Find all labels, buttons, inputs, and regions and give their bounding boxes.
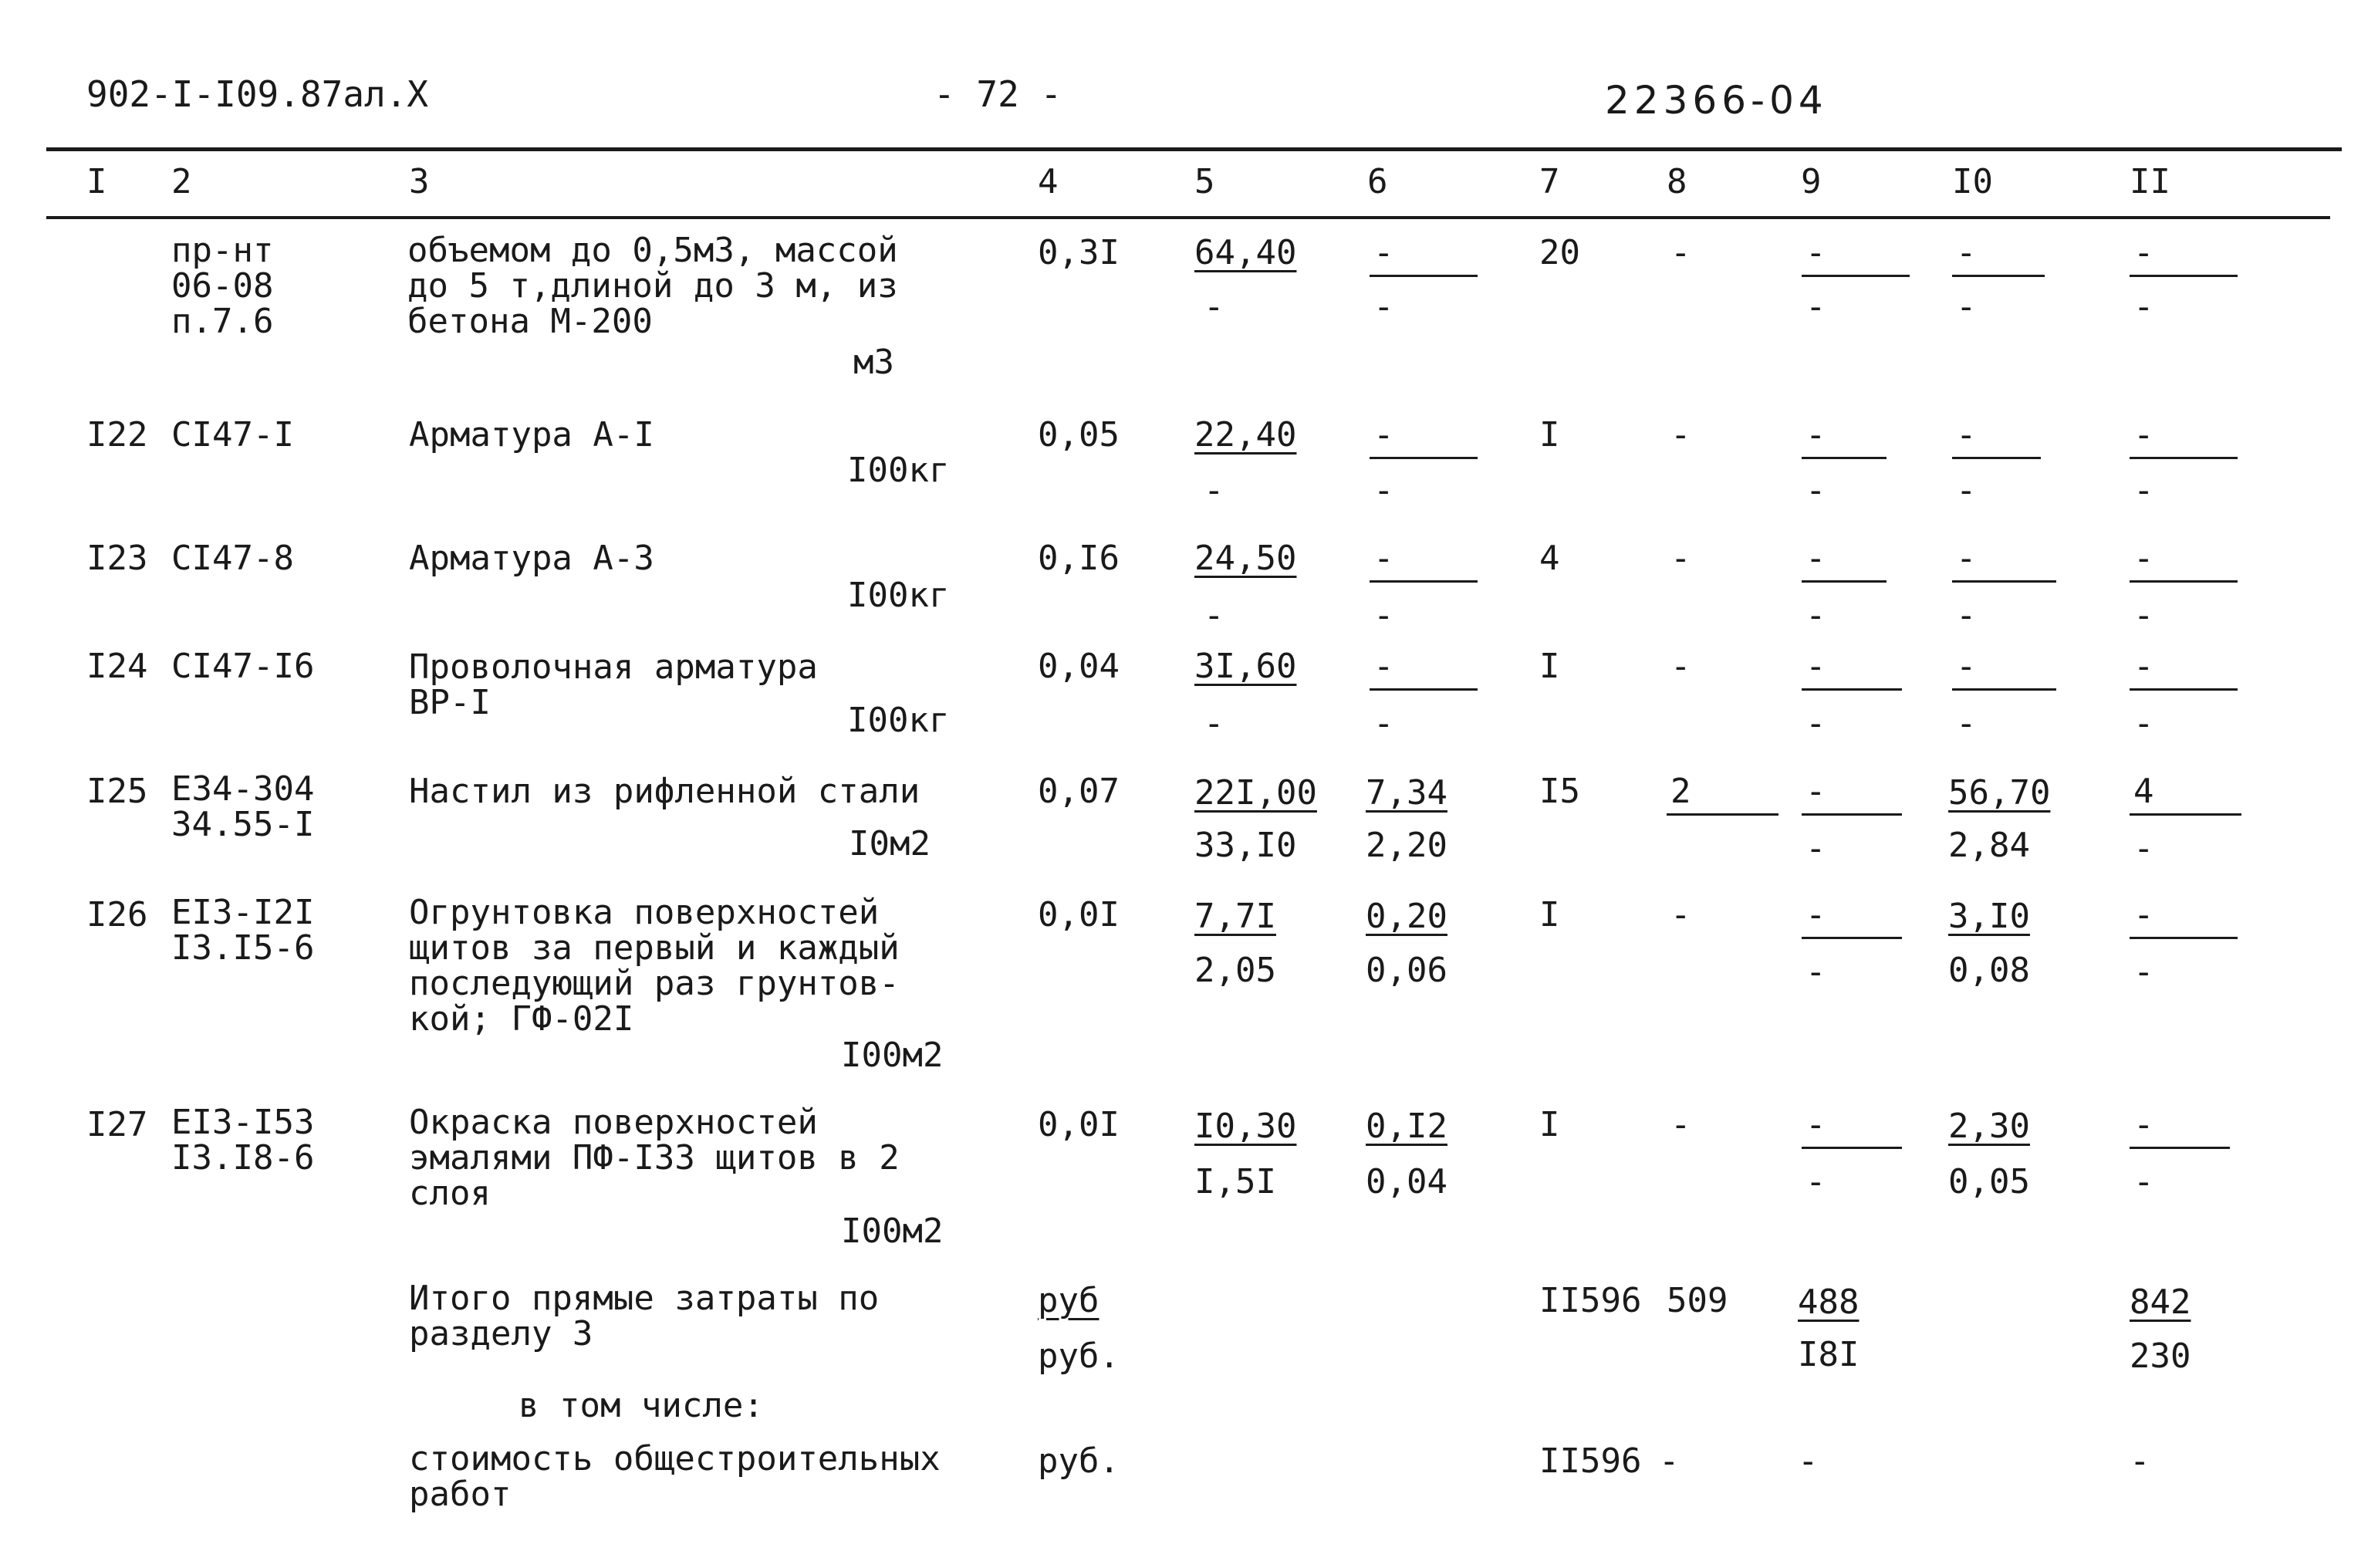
row-col5-top: 7,7I <box>1194 897 1276 936</box>
row-col9-bottom: - <box>1805 952 1826 992</box>
row-quantity: 0,05 <box>1038 415 1120 455</box>
row-col5-bottom: - <box>1204 471 1224 510</box>
row-col5-top: 64,40 <box>1194 233 1297 272</box>
row-unit: I00кг <box>847 576 950 615</box>
row-col11-top: - <box>2133 1105 2154 1144</box>
row-col8: - <box>1670 539 1691 578</box>
row-col10-bottom: 0,05 <box>1948 1162 2030 1201</box>
row-col9-bottom: - <box>1805 704 1826 743</box>
subtotal-col11: - <box>2130 1441 2150 1481</box>
row-col6-top: - <box>1373 233 1394 272</box>
row-col9-underline <box>1802 813 1902 816</box>
row-col10-top: - <box>1956 415 1977 455</box>
row-col11-bottom: - <box>2133 1162 2154 1201</box>
row-col9-bottom: - <box>1805 596 1826 635</box>
row-quantity: 0,04 <box>1038 647 1120 686</box>
row-col9-bottom: - <box>1805 829 1826 868</box>
row-col9-top: - <box>1805 415 1826 455</box>
row-quantity: 0,0I <box>1038 895 1120 934</box>
row-col10-top: - <box>1956 539 1977 578</box>
row-quantity: 0,I6 <box>1038 539 1120 578</box>
row-col8: 2 <box>1670 772 1691 811</box>
row-col10-bottom: - <box>1956 596 1977 635</box>
totals-col9-bottom: I8I <box>1798 1335 1860 1374</box>
row-col11-bottom: - <box>2133 829 2154 868</box>
row-description: Окраска поверхностей эмалями ПФ-I33 щитов в 2 слоя <box>409 1103 900 1213</box>
row-col11-top: - <box>2133 647 2154 686</box>
totals-unit-top: руб <box>1038 1281 1099 1320</box>
row-col9-underline <box>1802 580 1887 583</box>
row-col5-bottom: I,5I <box>1194 1162 1276 1201</box>
row-number: I25 <box>86 772 148 811</box>
row-col10-bottom: 0,08 <box>1948 951 2030 990</box>
including-label: в том числе: <box>518 1386 764 1425</box>
row-unit: I00м2 <box>841 1211 944 1251</box>
row-description: Арматура А-3 <box>409 539 654 578</box>
row-col9-top: - <box>1805 1105 1826 1144</box>
row-number: I23 <box>86 539 148 578</box>
row-col5-top: 22,40 <box>1194 415 1297 455</box>
subtotal-col7: II596 <box>1539 1441 1642 1481</box>
header-bottom-rule <box>46 216 2330 219</box>
row-col11-underline <box>2130 580 2238 583</box>
row-col11-top: - <box>2133 233 2154 272</box>
row-code: CI47-I6 <box>171 647 315 686</box>
row-col10-underline <box>1952 457 2041 459</box>
col-header-1: I <box>86 162 107 201</box>
row-col7: I <box>1539 415 1560 455</box>
row-col11-underline <box>2130 937 2238 939</box>
col-header-9: 9 <box>1801 162 1822 201</box>
row-quantity: 0,07 <box>1038 772 1120 811</box>
row-col5-bottom: - <box>1204 287 1224 326</box>
row-col6-underline <box>1370 688 1478 691</box>
row-col6-underline <box>1370 457 1478 459</box>
page-number: - 72 - <box>934 73 1062 115</box>
row-col8: - <box>1670 1105 1691 1144</box>
row-col6-underline <box>1370 580 1478 583</box>
row-unit: I0м2 <box>849 824 931 863</box>
subtotal-unit: руб. <box>1038 1441 1120 1481</box>
row-description: Настил из рифленной стали <box>409 772 920 811</box>
row-col8: - <box>1670 647 1691 686</box>
row-col6-bottom: 0,04 <box>1366 1162 1447 1201</box>
row-col7: I5 <box>1539 772 1580 811</box>
col-header-7: 7 <box>1539 162 1560 201</box>
row-description: объемом до 0,5м3, массой до 5 т,длиной до 3 м, из бетона М-200 <box>407 231 898 341</box>
row-col7: 4 <box>1539 539 1560 578</box>
row-col8-underline <box>1667 813 1778 816</box>
row-col9-top: - <box>1805 772 1826 811</box>
row-col10-top: 3,I0 <box>1948 897 2030 936</box>
row-col6-bottom: - <box>1373 471 1394 510</box>
row-code: E34-304 34.55-I <box>171 769 315 844</box>
row-col5-top: 3I,60 <box>1194 647 1297 686</box>
row-col7: 20 <box>1539 233 1580 272</box>
row-col10-bottom: - <box>1956 287 1977 326</box>
row-col11-top: - <box>2133 415 2154 455</box>
col-header-5: 5 <box>1194 162 1215 201</box>
col-header-8: 8 <box>1667 162 1687 201</box>
row-col11-underline <box>2130 457 2238 459</box>
row-col10-bottom: - <box>1956 471 1977 510</box>
totals-unit-bottom: руб. <box>1038 1337 1120 1376</box>
row-col10-underline <box>1952 275 2045 277</box>
row-col10-underline <box>1952 580 2056 583</box>
header-top-rule <box>46 147 2342 151</box>
row-col9-top: - <box>1805 233 1826 272</box>
row-col10-top: - <box>1956 647 1977 686</box>
row-col5-bottom: 2,05 <box>1194 951 1276 990</box>
row-col6-bottom: - <box>1373 596 1394 635</box>
row-code: CI47-8 <box>171 539 294 578</box>
row-unit: I00кг <box>847 701 950 740</box>
row-quantity: 0,3I <box>1038 233 1120 272</box>
row-code: пр-нт 06-08 п.7.6 <box>171 231 274 341</box>
totals-col8: 509 <box>1667 1281 1728 1320</box>
row-col5-bottom: - <box>1204 596 1224 635</box>
row-col5-top: 22I,00 <box>1194 773 1317 813</box>
row-quantity: 0,0I <box>1038 1105 1120 1144</box>
row-col6-underline <box>1370 275 1478 277</box>
row-number: I22 <box>86 415 148 455</box>
row-number: I26 <box>86 895 148 934</box>
row-col6-bottom: - <box>1373 287 1394 326</box>
row-col11-top: 4 <box>2133 772 2154 811</box>
col-header-10: I0 <box>1952 162 1993 201</box>
row-col9-bottom: - <box>1805 471 1826 510</box>
row-col7: I <box>1539 895 1560 934</box>
document-code: 902-I-I09.87ал.Х <box>86 73 429 115</box>
totals-description: Итого прямые затраты по разделу 3 <box>409 1279 880 1353</box>
row-col9-underline <box>1802 457 1887 459</box>
row-col6-top: - <box>1373 647 1394 686</box>
totals-col11-bottom: 230 <box>2130 1337 2191 1376</box>
row-col6-top: - <box>1373 415 1394 455</box>
row-col11-underline <box>2130 813 2241 816</box>
row-col11-bottom: - <box>2133 471 2154 510</box>
row-description: Проволочная арматура ВР-I <box>409 647 818 722</box>
col-header-2: 2 <box>171 162 192 201</box>
row-col7: I <box>1539 1105 1560 1144</box>
row-col11-bottom: - <box>2133 952 2154 992</box>
col-header-4: 4 <box>1038 162 1059 201</box>
reference-number: 22366-04 <box>1605 78 1828 123</box>
row-col11-bottom: - <box>2133 704 2154 743</box>
subtotal-description: стоимость общестроительных работ <box>409 1439 941 1514</box>
row-col6-bottom: - <box>1373 704 1394 743</box>
row-col10-top: 2,30 <box>1948 1107 2030 1146</box>
row-unit: I00м2 <box>841 1036 944 1075</box>
row-col6-top: - <box>1373 539 1394 578</box>
row-col8: - <box>1670 233 1691 272</box>
row-col10-bottom: - <box>1956 704 1977 743</box>
row-col11-underline <box>2130 1147 2230 1149</box>
row-col6-bottom: 2,20 <box>1366 826 1447 865</box>
row-col10-bottom: 2,84 <box>1948 826 2030 865</box>
row-col9-underline <box>1802 688 1902 691</box>
subtotal-col8: - <box>1659 1441 1680 1481</box>
row-col11-top: - <box>2133 895 2154 934</box>
row-col9-underline <box>1802 275 1910 277</box>
row-col6-top: 0,20 <box>1366 897 1447 936</box>
row-unit: м3 <box>853 343 894 382</box>
row-col5-top: 24,50 <box>1194 539 1297 578</box>
row-col5-bottom: 33,I0 <box>1194 826 1297 865</box>
row-number: I27 <box>86 1105 148 1144</box>
row-unit: I00кг <box>847 451 950 490</box>
row-col10-top: 56,70 <box>1948 773 2051 813</box>
row-col5-bottom: - <box>1204 704 1224 743</box>
totals-col9-top: 488 <box>1798 1282 1860 1322</box>
row-description: Арматура А-I <box>409 415 654 455</box>
row-col9-underline <box>1802 1147 1902 1149</box>
row-col9-bottom: - <box>1805 287 1826 326</box>
row-description: Огрунтовка поверхностей щитов за первый и каждый последующий раз грунтов- кой; ГФ-02I <box>409 893 900 1039</box>
row-col6-top: 0,I2 <box>1366 1107 1447 1146</box>
row-col11-top: - <box>2133 539 2154 578</box>
row-code: EI3-I2I I3.I5-6 <box>171 893 315 968</box>
row-col11-underline <box>2130 688 2238 691</box>
totals-col11-top: 842 <box>2130 1282 2191 1322</box>
row-number: I24 <box>86 647 148 686</box>
subtotal-col9: - <box>1798 1441 1819 1481</box>
row-code: CI47-I <box>171 415 294 455</box>
row-col9-top: - <box>1805 647 1826 686</box>
row-col10-top: - <box>1956 233 1977 272</box>
row-col11-underline <box>2130 275 2238 277</box>
row-col8: - <box>1670 415 1691 455</box>
row-col9-bottom: - <box>1805 1162 1826 1201</box>
row-col11-bottom: - <box>2133 287 2154 326</box>
col-header-11: II <box>2130 162 2170 201</box>
row-col9-top: - <box>1805 539 1826 578</box>
row-col10-underline <box>1952 688 2056 691</box>
row-col6-top: 7,34 <box>1366 773 1447 813</box>
row-col5-top: I0,30 <box>1194 1107 1297 1146</box>
row-col9-underline <box>1802 937 1902 939</box>
row-col6-bottom: 0,06 <box>1366 951 1447 990</box>
col-header-6: 6 <box>1367 162 1388 201</box>
row-code: EI3-I53 I3.I8-6 <box>171 1103 315 1178</box>
totals-col7: II596 <box>1539 1281 1642 1320</box>
col-header-3: 3 <box>409 162 430 201</box>
row-col9-top: - <box>1805 895 1826 934</box>
row-col7: I <box>1539 647 1560 686</box>
row-col11-bottom: - <box>2133 596 2154 635</box>
row-col8: - <box>1670 895 1691 934</box>
